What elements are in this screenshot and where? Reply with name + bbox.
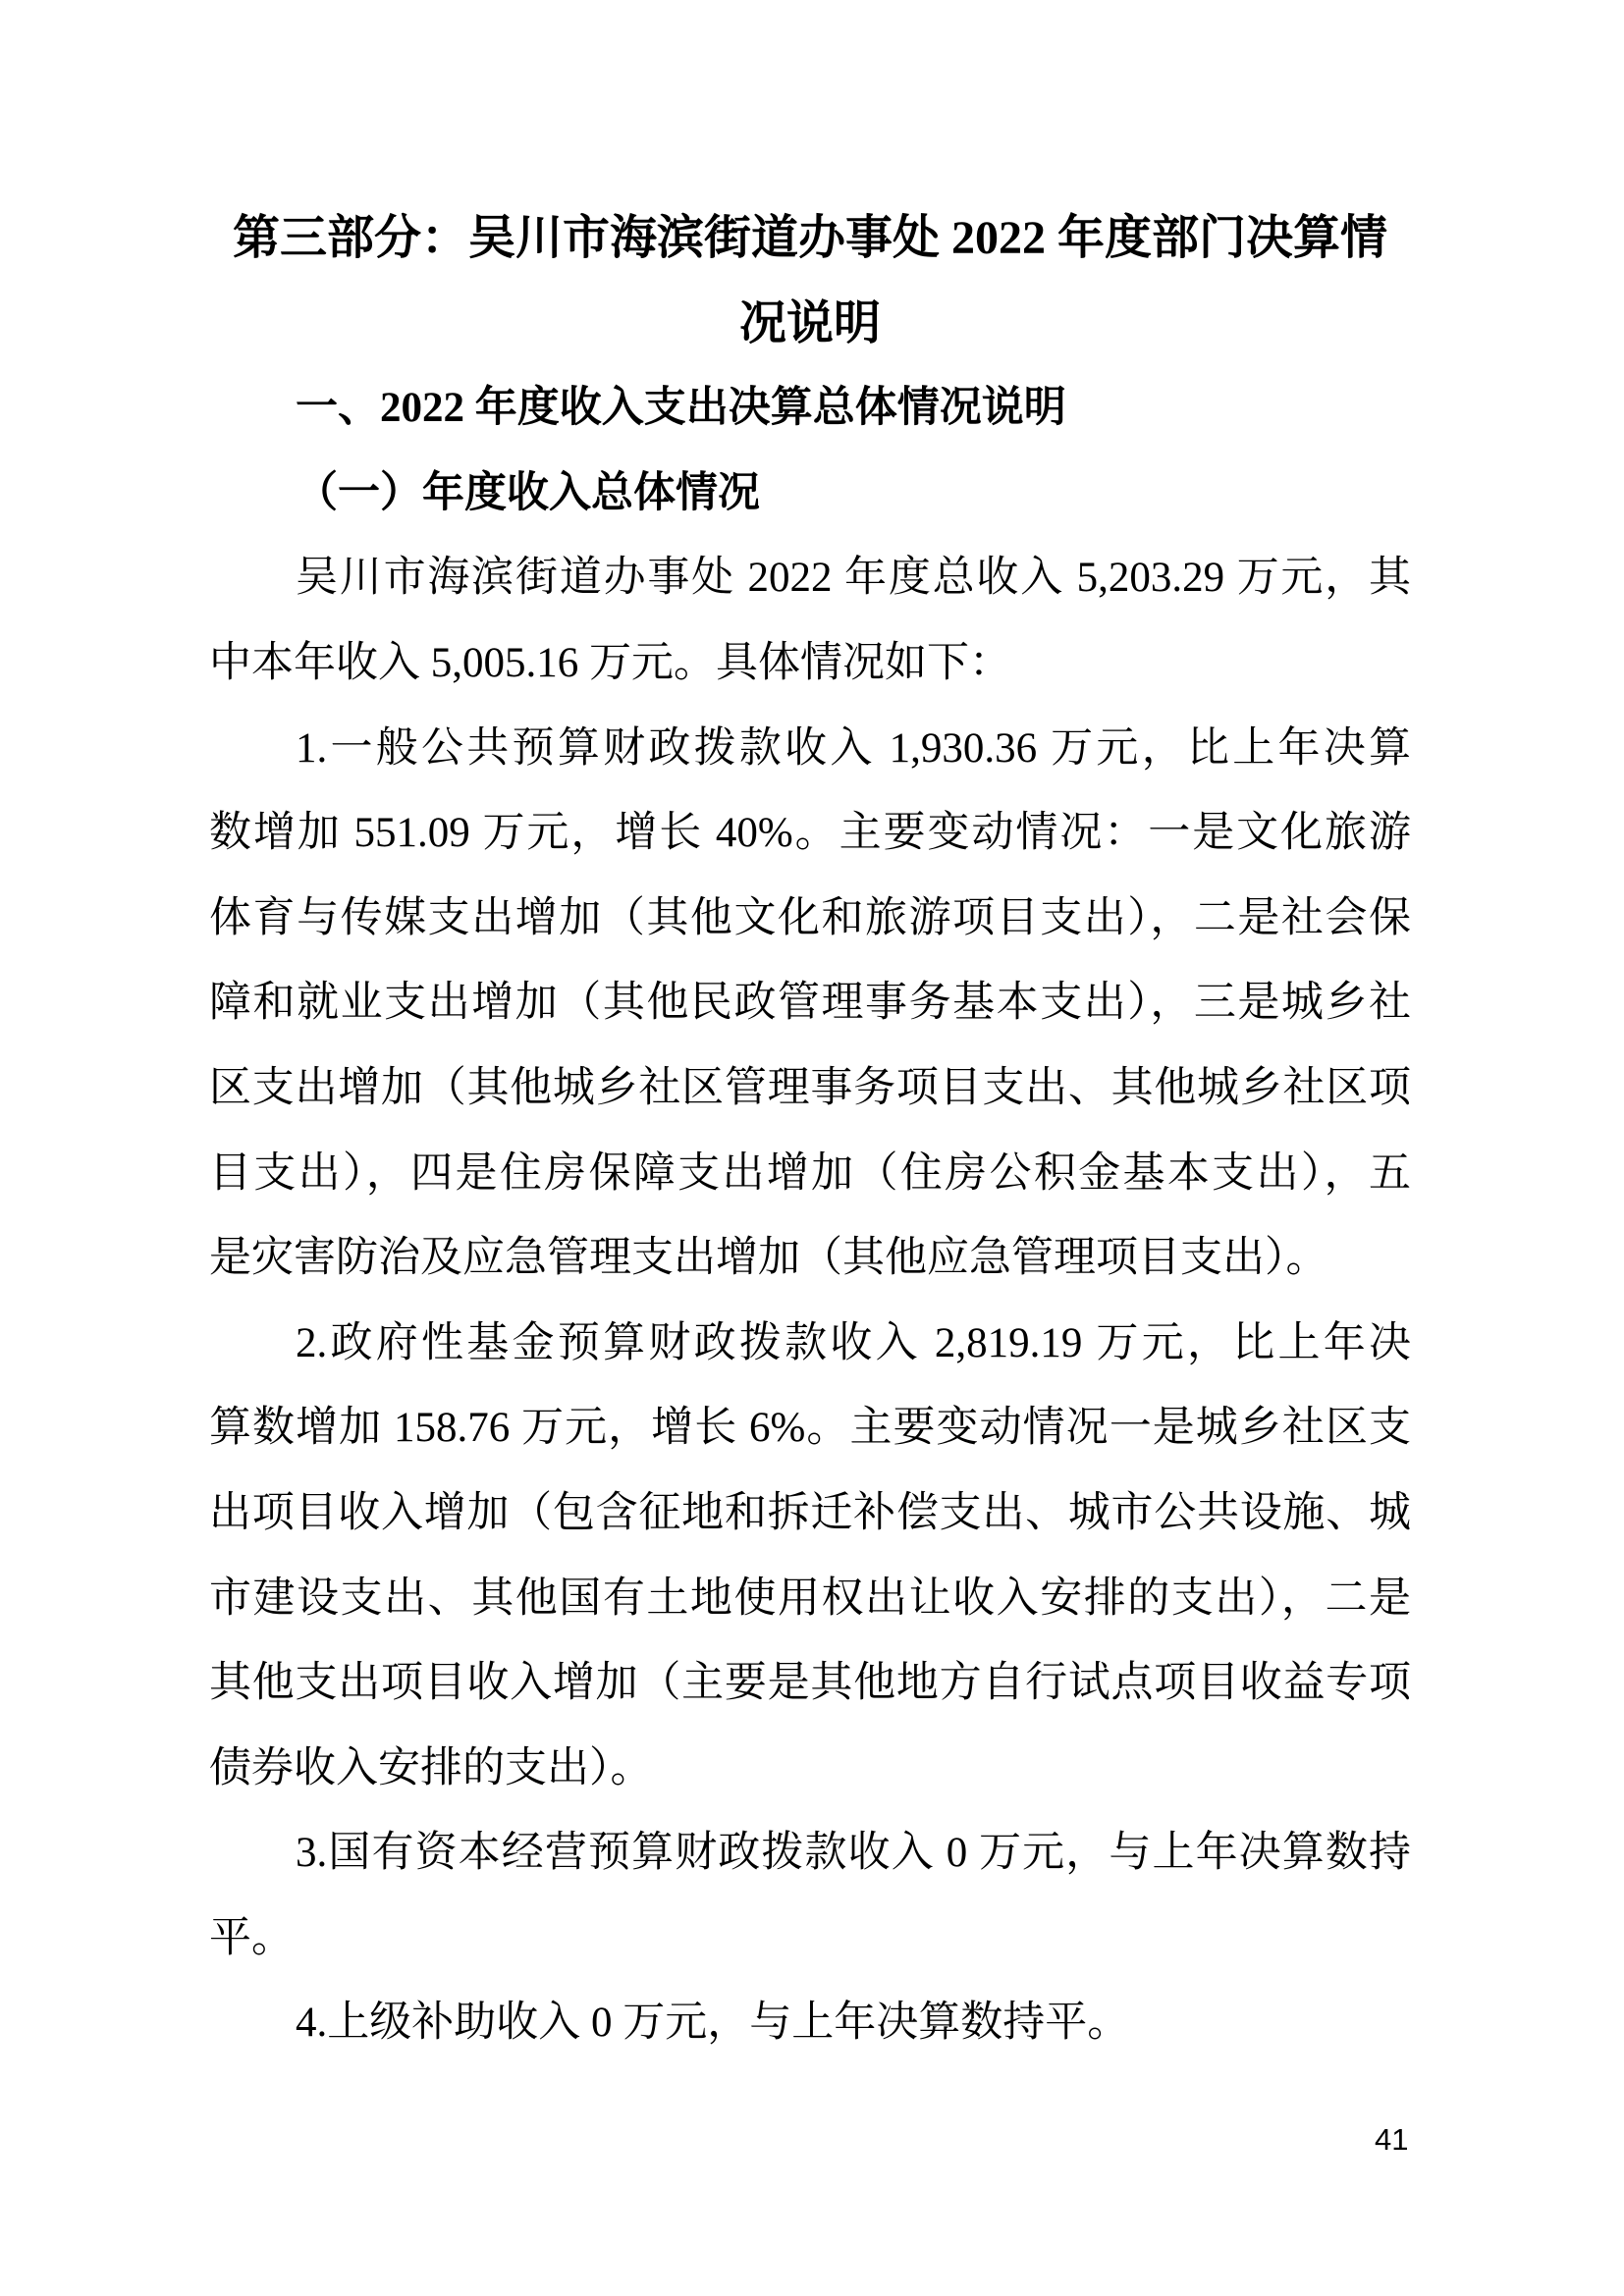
document-title-line: 第三部分：吴川市海滨街道办事处 2022 年度部门决算情 <box>232 212 1387 264</box>
text-line: 吴川市海滨街道办事处 2022 年度总收入 5,203.29 万元，其 <box>296 555 1411 602</box>
text-line: 区支出增加（其他城乡社区管理事务项目支出、其他城乡社区项 <box>209 1064 1411 1111</box>
text-line: 数增加 551.09 万元，增长 40%。主要变动情况：一是文化旅游 <box>209 810 1411 857</box>
text-line: 是灾害防治及应急管理支出增加（其他应急管理项目支出）。 <box>209 1235 1328 1282</box>
text-line: 1.一般公共预算财政拨款收入 1,930.36 万元，比上年决算 <box>296 724 1411 772</box>
text-line: 目支出），四是住房保障支出增加（住房公积金基本支出），五 <box>209 1149 1411 1197</box>
text-line: 算数增加 158.76 万元，增长 6%。主要变动情况一是城乡社区支 <box>209 1405 1411 1452</box>
text-line: 其他支出项目收入增加（主要是其他地方自行试点项目收益专项 <box>209 1660 1411 1707</box>
text-line: 出项目收入增加（包含征地和拆迁补偿支出、城市公共设施、城 <box>209 1489 1411 1536</box>
section-heading: （一）年度收入总体情况 <box>296 469 760 516</box>
document-body <box>209 196 1411 2066</box>
text-line: 市建设支出、其他国有土地使用权出让收入安排的支出），二是 <box>209 1575 1411 1622</box>
document-title-line: 况说明 <box>738 296 881 349</box>
text-line: 债券收入安排的支出）。 <box>209 1744 653 1791</box>
text-line: 平。 <box>209 1914 294 1961</box>
text-line: 3.国有资本经营预算财政拨款收入 0 万元，与上年决算数持 <box>296 1830 1411 1877</box>
text-line: 2.政府性基金预算财政拨款收入 2,819.19 万元，比上年决 <box>296 1319 1411 1366</box>
text-line: 体育与传媒支出增加（其他文化和旅游项目支出），二是社会保 <box>209 894 1411 941</box>
text-line: 4.上级补助收入 0 万元，与上年决算数持平。 <box>296 2000 1130 2047</box>
text-line: 障和就业支出增加（其他民政管理事务基本支出），三是城乡社 <box>209 980 1411 1027</box>
text-line: 中本年收入 5,005.16 万元。具体情况如下： <box>209 639 1011 686</box>
page-number: 41 <box>1375 2122 1409 2157</box>
section-heading: 一、2022 年度收入支出决算总体情况说明 <box>296 385 1066 432</box>
